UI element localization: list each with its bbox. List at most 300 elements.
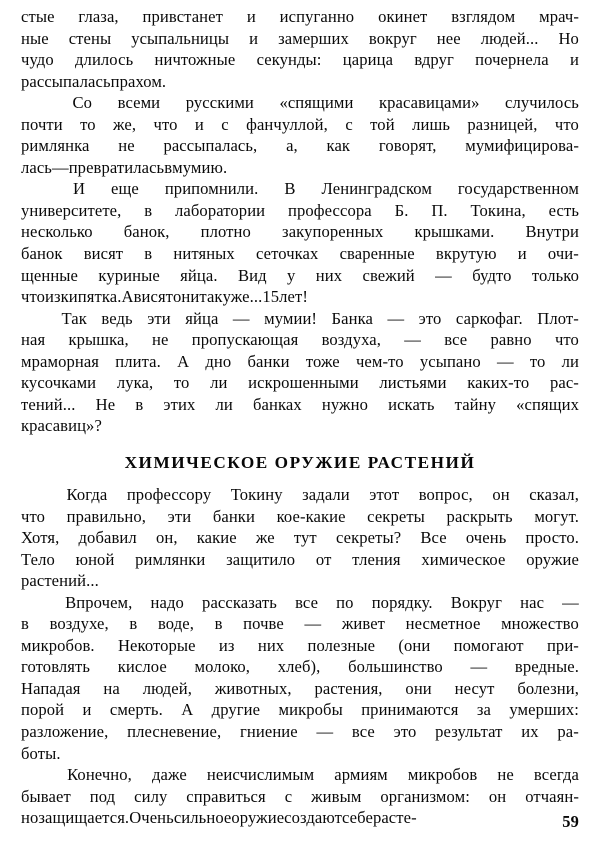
text-word: университете,	[21, 200, 122, 220]
text-word: силу	[134, 786, 168, 806]
text-line	[21, 178, 579, 200]
text-word: стые	[21, 7, 55, 26]
text-word: еще	[111, 179, 139, 199]
text-line	[21, 786, 579, 808]
text-word: на	[103, 678, 120, 698]
text-word: растения,	[314, 678, 383, 698]
text-word: оружие	[526, 549, 579, 569]
text-word: а,	[286, 136, 298, 156]
text-word: закупоренных	[282, 222, 384, 242]
text-word: Ленинградском	[321, 179, 432, 199]
text-word: Плот-	[537, 308, 579, 328]
text-line	[21, 243, 579, 265]
text-word: ничтожные	[154, 50, 236, 70]
text-word: висят	[83, 244, 124, 264]
text-word: почернела	[475, 50, 549, 70]
text-word: лась	[21, 157, 52, 177]
text-word: тайну	[454, 394, 497, 414]
section-heading: ХИМИЧЕСКОЕ ОРУЖИЕ РАСТЕНИЙ	[124, 453, 476, 472]
text-word: эти	[147, 308, 171, 328]
text-word: сваренные	[339, 244, 415, 264]
body-text-after-heading	[21, 484, 579, 829]
text-word: кусочками	[21, 373, 97, 393]
text-line	[21, 484, 579, 506]
text-word: принимаются	[361, 700, 459, 720]
text-word: этих	[163, 394, 196, 414]
text-word: он,	[155, 528, 178, 548]
text-word: эти	[167, 506, 192, 526]
text-word: под	[89, 786, 116, 806]
text-word: плита.	[115, 351, 161, 371]
text-line	[21, 415, 579, 437]
text-word: банках	[252, 394, 302, 414]
text-word: ли	[215, 394, 233, 414]
text-word: тления	[352, 549, 401, 569]
text-word: дно	[205, 351, 232, 371]
text-word: порядку.	[371, 592, 433, 612]
text-word: Так	[61, 308, 87, 328]
text-word: яйца	[185, 308, 219, 328]
text-word: глаза,	[78, 7, 119, 26]
text-line	[21, 114, 579, 136]
text-word: нитяных	[173, 244, 235, 264]
text-line	[21, 527, 579, 549]
text-word: Хотя,	[21, 528, 60, 548]
text-word: Конечно,	[67, 765, 132, 785]
text-word: по	[336, 592, 354, 612]
text-word: надо	[150, 592, 184, 612]
text-word: микробов.	[21, 635, 95, 655]
text-word: окинет	[378, 7, 428, 26]
text-line	[21, 394, 579, 416]
text-word: но	[21, 808, 39, 828]
text-word: П.	[431, 200, 448, 220]
text-word: длилось	[75, 50, 134, 70]
text-word: стены	[68, 28, 112, 48]
text-word: Не	[95, 394, 116, 414]
text-word: с	[345, 114, 353, 134]
text-word: случилось	[504, 93, 579, 113]
text-word: ли	[561, 351, 579, 371]
text-word: римлянки	[135, 549, 206, 569]
text-word: несут	[454, 678, 495, 698]
text-line	[21, 157, 579, 179]
text-word: красавиц»?	[21, 416, 102, 436]
text-word: то	[173, 373, 190, 393]
text-line	[21, 49, 579, 71]
text-word: —	[404, 330, 421, 350]
text-line	[21, 308, 579, 330]
text-line	[21, 92, 579, 114]
text-word: у	[287, 265, 296, 285]
text-word: от	[315, 549, 332, 569]
text-word: организмом:	[380, 786, 470, 806]
text-word: смерть.	[109, 700, 163, 720]
text-word: могут.	[534, 506, 579, 526]
text-word: рас-	[549, 373, 579, 393]
text-word: сильное	[173, 808, 232, 828]
text-word: расте-	[372, 808, 417, 828]
text-word: секреты?	[335, 528, 402, 548]
text-word: фанчуллой,	[246, 114, 328, 134]
text-word: в	[214, 614, 223, 634]
text-word: вдруг	[414, 50, 454, 70]
text-word: результат	[435, 722, 503, 742]
text-word: красавицами»	[378, 93, 480, 113]
text-word: воздуха,	[321, 330, 381, 350]
text-word: А	[181, 700, 194, 720]
text-word: и	[249, 28, 259, 48]
text-word: все	[295, 592, 319, 612]
text-word: ведь	[101, 308, 133, 328]
text-word: превратилась	[68, 157, 165, 177]
text-word: чем-то	[355, 351, 404, 371]
text-word: А	[177, 351, 190, 371]
text-word: всеми	[117, 93, 161, 113]
text-word: крышка,	[68, 330, 129, 350]
text-word: рассказать	[202, 592, 277, 612]
text-word: порой	[21, 700, 65, 720]
text-word: раскрыть	[446, 506, 513, 526]
text-word: почве	[243, 614, 284, 634]
text-word: Б.	[394, 200, 409, 220]
text-word: что	[554, 330, 579, 350]
text-line	[21, 135, 579, 157]
text-word: хлеб),	[277, 657, 321, 677]
text-word: русскими	[185, 93, 254, 113]
text-word: Впрочем,	[65, 592, 133, 612]
text-word: «спящих	[516, 394, 579, 414]
text-word: оружие	[231, 808, 285, 828]
text-word: Токину	[230, 485, 283, 504]
text-word: тений...	[21, 394, 76, 414]
text-word: Но	[558, 28, 579, 48]
text-word: банок	[21, 244, 63, 264]
text-line	[21, 743, 579, 765]
text-word: же	[255, 528, 275, 548]
body-text-before-heading	[21, 6, 579, 437]
text-word: римлянка	[21, 136, 90, 156]
text-word: гниение	[239, 722, 298, 742]
text-word: мумию.	[172, 157, 228, 177]
text-line	[21, 635, 579, 657]
text-word: бывает	[21, 786, 71, 806]
text-word: В	[284, 179, 296, 199]
text-word: живет	[341, 614, 386, 634]
text-word: равно	[490, 330, 532, 350]
text-word: нее	[436, 28, 461, 48]
text-word: их	[521, 722, 539, 742]
text-word: живым	[311, 786, 362, 806]
text-word: —	[51, 157, 69, 177]
text-word: лука,	[116, 373, 154, 393]
text-word: —	[435, 265, 452, 285]
text-word: задали	[302, 485, 350, 504]
text-word: уже...	[222, 287, 263, 307]
text-word: микробы	[278, 700, 343, 720]
text-word: боты.	[21, 743, 61, 763]
text-word: помогают	[453, 635, 524, 655]
text-word: Банка	[331, 308, 373, 328]
text-word: будто	[472, 265, 512, 285]
text-word: профессора	[288, 200, 372, 220]
text-word: царица	[342, 50, 394, 70]
text-line	[21, 265, 579, 287]
text-word: плотно	[200, 222, 251, 242]
text-word: и	[82, 700, 92, 720]
text-word: они	[173, 287, 200, 307]
text-word: усыпано	[419, 351, 481, 371]
text-word: кое-какие	[276, 506, 346, 526]
text-word: есть	[548, 200, 579, 220]
text-word: какие	[196, 528, 237, 548]
text-word: растений...	[21, 571, 99, 591]
text-word: —	[232, 308, 250, 328]
text-word: в	[129, 614, 138, 634]
text-word: Очень	[129, 808, 174, 828]
text-line	[21, 764, 579, 786]
text-word: ли	[210, 373, 228, 393]
text-word: за	[476, 700, 491, 720]
text-word: не	[152, 330, 169, 350]
text-word: лишь	[412, 114, 450, 134]
text-line	[21, 807, 579, 829]
text-word: мумифицирова-	[465, 136, 579, 156]
text-word: ные	[21, 28, 49, 48]
text-word: банок,	[123, 222, 170, 242]
text-word: нужно	[321, 394, 368, 414]
text-word: лет!	[279, 287, 308, 307]
text-word: в	[144, 200, 153, 220]
text-word: вредные.	[514, 657, 579, 677]
text-word: кислое	[117, 657, 167, 677]
text-word: очень	[465, 528, 507, 548]
text-word: нас	[520, 592, 545, 612]
text-word: создают	[284, 808, 343, 828]
text-word: с	[221, 114, 229, 134]
text-word: это	[393, 722, 417, 742]
text-word: он	[488, 786, 507, 806]
text-word: почти	[21, 114, 63, 134]
text-word: Со	[72, 93, 93, 113]
text-word: искрошенными	[248, 373, 359, 393]
text-word: них	[315, 265, 343, 285]
text-word: умерших:	[509, 700, 579, 720]
text-word: и	[194, 114, 204, 134]
text-word: все	[351, 722, 375, 742]
text-line	[21, 549, 579, 571]
text-word: каких-то	[467, 373, 530, 393]
text-line	[21, 699, 579, 721]
text-word: свежий	[362, 265, 415, 285]
text-word: микробов	[407, 765, 478, 785]
text-word: них	[257, 635, 285, 655]
text-word: вкрутую	[435, 244, 497, 264]
text-word: все	[444, 330, 468, 350]
text-line	[21, 592, 579, 614]
text-word: несколько	[21, 222, 93, 242]
text-word: Тело	[21, 549, 55, 569]
text-word: же,	[113, 114, 137, 134]
text-word: сеточках	[255, 244, 319, 264]
text-word: секреты	[367, 506, 425, 526]
text-word: этот	[369, 485, 400, 504]
text-word: вопрос,	[418, 485, 473, 504]
text-word: очи-	[547, 244, 579, 264]
text-word: секунды:	[256, 50, 322, 70]
text-word: в	[135, 394, 144, 414]
text-word: готовлять	[21, 657, 91, 677]
text-word: усыпальницы	[131, 28, 230, 48]
text-word: сказал,	[529, 485, 579, 504]
text-word: что	[554, 114, 579, 134]
text-word: Когда	[66, 485, 108, 504]
text-word: как	[326, 136, 351, 156]
text-word: куриные	[98, 265, 160, 285]
text-word: просто.	[525, 528, 579, 548]
text-word: животных,	[214, 678, 292, 698]
text-line	[21, 351, 579, 373]
text-word: так	[199, 287, 223, 307]
text-word: замерших	[278, 28, 349, 48]
text-word: не	[118, 136, 135, 156]
text-line	[21, 678, 579, 700]
text-word: неисчислимым	[206, 765, 315, 785]
text-line	[21, 570, 579, 592]
text-word: множество	[501, 614, 579, 634]
text-word: молоко,	[194, 657, 251, 677]
text-word: профессору	[126, 485, 212, 504]
text-word: чудо	[21, 50, 54, 70]
text-word: —	[316, 722, 334, 742]
text-word: 15	[262, 287, 280, 307]
text-word: даже	[152, 765, 187, 785]
text-word: Все	[420, 528, 447, 548]
text-word: испуганно	[279, 7, 355, 26]
text-word: не	[497, 765, 514, 785]
text-word: тоже	[305, 351, 340, 371]
text-word: химическое	[421, 549, 506, 569]
text-word: из	[218, 635, 235, 655]
text-word: мумии!	[264, 308, 318, 328]
text-word: Нападая	[21, 678, 81, 698]
text-word: (они	[398, 635, 431, 655]
text-word: и	[517, 244, 527, 264]
text-word: говорят,	[378, 136, 437, 156]
text-word: в	[144, 244, 153, 264]
text-word: —	[562, 592, 579, 612]
text-word: той	[370, 114, 395, 134]
text-word: припомнили.	[164, 179, 259, 199]
text-word: пропускающая	[191, 330, 299, 350]
text-word: вокруг	[368, 28, 417, 48]
text-word: правильно,	[66, 506, 147, 526]
text-word: мрач-	[539, 7, 579, 26]
text-word: людей...	[480, 28, 539, 48]
text-word: с	[284, 786, 293, 806]
text-word: лаборатории	[175, 200, 266, 220]
text-word: себе	[342, 808, 373, 828]
text-word: отчаян-	[525, 786, 579, 806]
text-line	[21, 372, 579, 394]
text-word: что	[153, 114, 178, 134]
text-word: разложение,	[21, 722, 109, 742]
text-word: И	[72, 179, 86, 199]
text-word: крышками.	[414, 222, 495, 242]
text-word: они	[405, 678, 432, 698]
text-line	[21, 721, 579, 743]
text-word: А	[121, 287, 134, 307]
text-word: —	[470, 657, 488, 677]
text-word: защитило	[226, 549, 296, 569]
text-word: он	[492, 485, 510, 504]
text-word: армиям	[334, 765, 388, 785]
text-word: несметное	[405, 614, 481, 634]
text-word: листьями	[379, 373, 447, 393]
text-word: юной	[75, 549, 115, 569]
text-word: яйца.	[180, 265, 218, 285]
text-word: то	[80, 114, 96, 134]
text-word: привстанет	[142, 7, 223, 26]
text-word: в	[164, 157, 173, 177]
text-word: из	[44, 287, 61, 307]
text-word: рассыпалась	[21, 71, 111, 91]
text-word: искать	[388, 394, 435, 414]
text-word: воде,	[157, 614, 194, 634]
text-word: Токина,	[470, 200, 526, 220]
text-line	[21, 221, 579, 243]
text-word: Вокруг	[450, 592, 502, 612]
text-word: людей,	[142, 678, 192, 698]
text-word: кипятка.	[60, 287, 122, 307]
text-line	[21, 329, 579, 351]
text-word: висят	[133, 287, 174, 307]
text-word: большинство	[348, 657, 443, 677]
text-word: разницей,	[467, 114, 538, 134]
text-line	[21, 613, 579, 635]
text-word: взглядом	[451, 7, 516, 26]
text-word: банки	[247, 351, 290, 371]
text-word: ная	[21, 330, 46, 350]
text-word: рассыпалась,	[163, 136, 258, 156]
text-word: то	[529, 351, 546, 371]
text-word: и	[246, 7, 256, 26]
text-word: —	[496, 351, 514, 371]
text-word: Вид	[237, 265, 267, 285]
text-line	[21, 200, 579, 222]
text-word: Внутри	[525, 222, 579, 242]
text-line	[21, 656, 579, 678]
text-line	[21, 28, 579, 50]
text-word: плесневение,	[127, 722, 222, 742]
text-word: тут	[293, 528, 317, 548]
text-word: государственном	[457, 179, 579, 199]
text-word: и	[569, 50, 579, 70]
text-word: «спящими	[279, 93, 354, 113]
text-word: —	[304, 614, 322, 634]
page-number: 59	[562, 812, 579, 831]
text-word: щенные	[21, 265, 79, 285]
text-line	[21, 6, 579, 28]
text-word: воздухе,	[49, 614, 109, 634]
text-word: полезные	[307, 635, 376, 655]
text-word: что	[21, 506, 45, 526]
text-word: это	[418, 308, 442, 328]
text-word: Некоторые	[117, 635, 196, 655]
text-word: справиться	[186, 786, 266, 806]
text-line	[21, 71, 579, 93]
text-word: саркофаг.	[455, 308, 523, 328]
